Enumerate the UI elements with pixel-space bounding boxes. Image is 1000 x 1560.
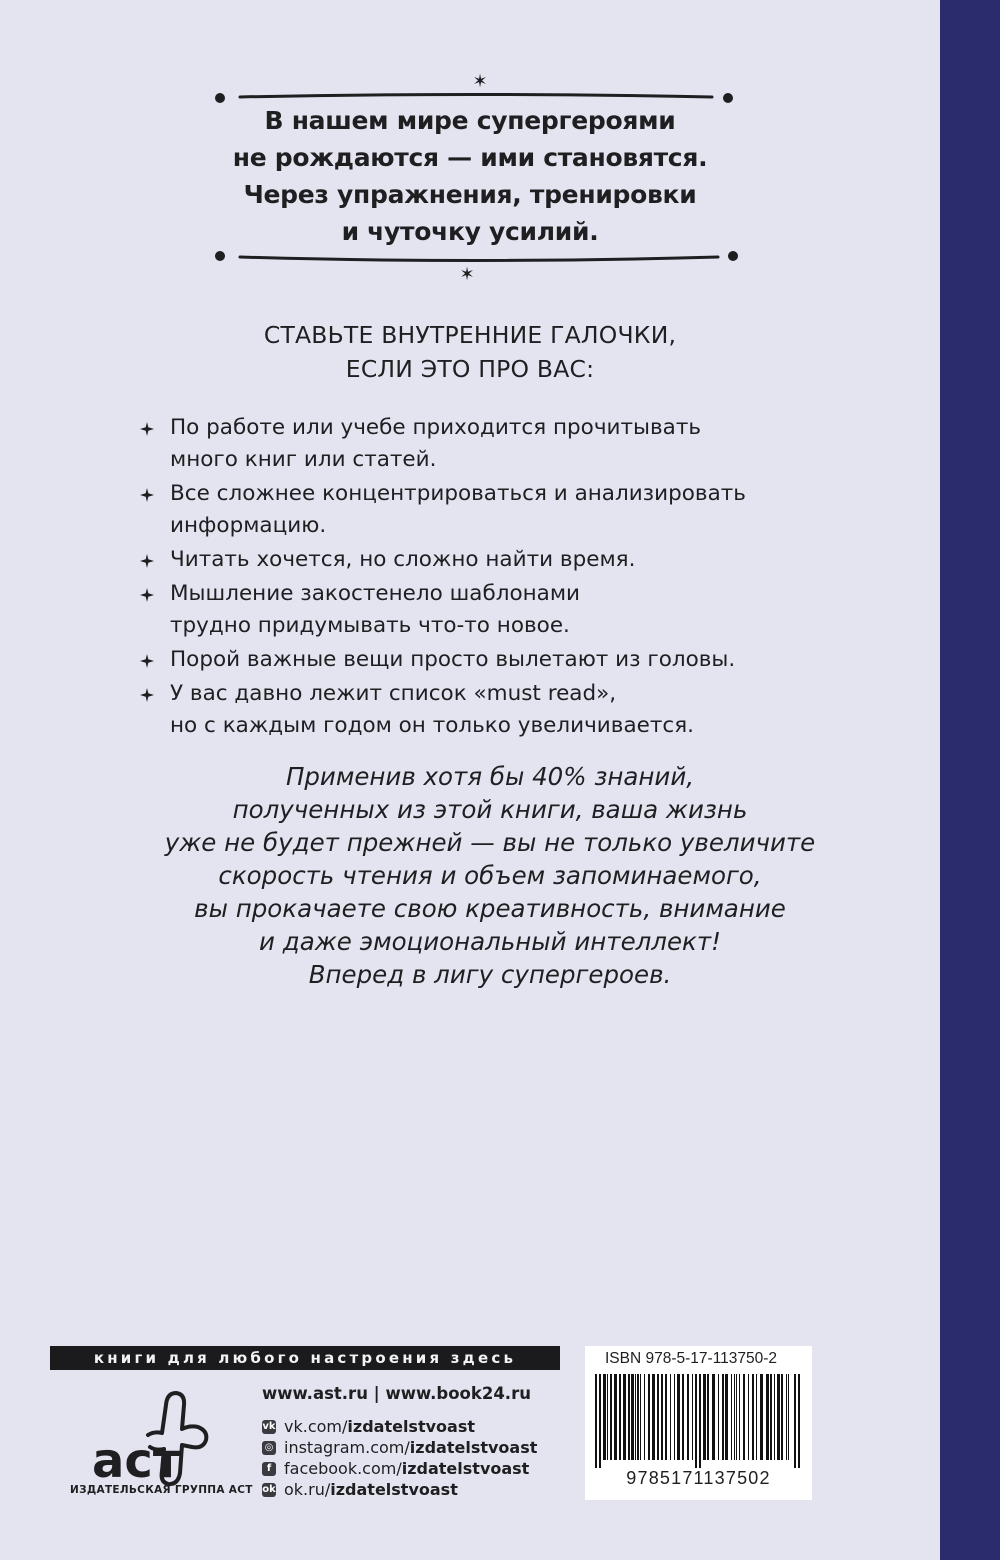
isbn-barcode-panel [585,1346,812,1500]
barcode-bar [648,1374,650,1460]
barcode-bar [670,1374,671,1460]
checklist-heading-line: СТАВЬТЕ ВНУТРЕННИЕ ГАЛОЧКИ, [263,321,677,349]
checklist [140,412,760,744]
svg-text:✶: ✶ [459,264,475,282]
closing-line: скорость чтения и объем запоминаемого, [218,861,762,890]
barcode-bar [637,1374,639,1460]
barcode-bar [607,1374,608,1460]
barcode-bar [712,1374,715,1460]
closing-line: Вперед в лигу супергероев. [308,960,672,989]
checklist-heading [200,318,740,386]
barcode-bar [652,1374,655,1460]
social-link-prefix: ok.ru/ [284,1480,331,1499]
barcode-bar [674,1374,675,1460]
barcode-bar [635,1374,636,1460]
social-link-facebook[interactable] [262,1458,537,1479]
barcode-bar [644,1374,645,1460]
closing-line: Применив хотя бы 40% знаний, [285,762,695,791]
barcode-bar [756,1374,757,1460]
list-item [140,478,760,542]
barcode-bar [718,1374,719,1460]
barcode-bar [707,1374,709,1460]
barcode-bar [788,1374,789,1460]
social-link-handle: izdatelstvoast [330,1480,458,1499]
publisher-websites[interactable]: www.ast.ru | www.book24.ru [262,1384,531,1403]
barcode-bar [661,1374,663,1460]
star-bullet-icon [140,554,154,568]
facebook-icon: f [262,1462,276,1476]
list-item-text: информацию. [170,513,327,538]
barcode-bar [687,1374,689,1460]
star-bullet-icon [140,422,154,436]
odnoklassniki-icon: ok [262,1483,276,1495]
svg-text:✶: ✶ [472,72,488,92]
barcode-bar [623,1374,626,1460]
barcode-bar [610,1374,612,1460]
barcode-bar [734,1374,735,1460]
list-item-text: трудно придумывать что-то новое. [170,613,570,638]
barcode-bar [692,1374,693,1460]
list-item [140,544,760,576]
barcode-bar [748,1374,749,1460]
social-link-handle: izdatelstvoast [409,1438,538,1457]
closing-line: полученных из этой книги, ваша жизнь [232,795,748,824]
list-item-text: но с каждым годом он только увеличивается. [170,713,694,738]
barcode-bar [677,1374,680,1460]
barcode-bar [725,1374,728,1460]
isbn-label: ISBN 978-5-17-113750-2 [605,1350,778,1367]
tagline-banner: книги для любого настроения здесь [50,1346,560,1370]
barcode-bar [695,1374,697,1468]
motto-line: и чуточку усилий. [341,217,599,246]
list-item-text: Читать хочется, но сложно найти время. [170,547,636,572]
logo-text: аст [92,1433,181,1489]
closing-line: вы прокачаете свою креативность, внимание [194,894,786,923]
social-link-prefix: facebook.com/ [284,1459,402,1478]
barcode-bar [682,1374,684,1460]
social-link-prefix: instagram.com/ [284,1438,410,1457]
social-link-handle: izdatelstvoast [401,1459,530,1478]
barcode-bar [703,1374,706,1460]
list-item [140,644,760,676]
barcode-image [593,1374,804,1468]
social-links [262,1416,537,1500]
barcode-bar [665,1374,667,1460]
motto-block [180,102,760,250]
barcode-bar [786,1374,787,1460]
barcode-bar [631,1374,634,1460]
list-item [140,678,760,742]
barcode-bar [781,1374,783,1460]
motto-line: не рождаются — ими становятся. [232,143,708,172]
social-link-odnoklassniki[interactable] [262,1479,537,1500]
closing-line: и даже эмоциональный интеллект! [259,927,721,956]
barcode-bar [731,1374,732,1460]
list-item-text: Порой важные вещи просто вылетают из головы. [170,647,736,672]
book-spine-edge [940,0,1000,1560]
list-item-text: Мышление закостенело шаблонами [170,581,581,606]
barcode-bar [774,1374,775,1460]
star-bullet-icon [140,688,154,702]
barcode-bar [739,1374,740,1460]
barcode-bar [770,1374,772,1460]
list-item-text: много книг или статей. [170,447,437,472]
motto-line: Через упражнения, тренировки [243,180,697,209]
barcode-bar [614,1374,617,1460]
barcode-bar [595,1374,597,1468]
barcode-bar [766,1374,769,1460]
barcode-digits: 9785171137502 [626,1468,771,1488]
instagram-icon: ◎ [262,1441,276,1455]
list-item-text: По работе или учебе приходится прочитывать [170,415,702,440]
checklist-heading-line: ЕСЛИ ЭТО ПРО ВАС: [345,355,595,383]
vk-icon: vk [262,1420,276,1432]
social-link-handle: izdatelstvoast [347,1417,475,1436]
barcode-bar [657,1374,659,1460]
social-link-instagram[interactable] [262,1437,537,1458]
barcode-bar [599,1374,601,1468]
star-bullet-icon [140,488,154,502]
barcode-bar [699,1374,701,1468]
ornament-bottom [0,242,940,282]
barcode-bar [794,1374,796,1468]
ast-logo [70,1385,250,1495]
star-bullet-icon [140,588,154,602]
barcode-bar [603,1374,606,1460]
barcode-bar [628,1374,630,1460]
closing-paragraph [130,760,850,991]
motto-line: В нашем мире супергероями [264,106,676,135]
list-item-text: Все сложнее концентрироваться и анализировать [170,481,746,506]
social-link-vk[interactable] [262,1416,537,1437]
list-item [140,412,760,476]
barcode-bar [722,1374,724,1460]
barcode-bar [752,1374,754,1460]
barcode-bar [736,1374,737,1460]
barcode-bar [760,1374,763,1460]
closing-line: уже не будет прежней — вы не только увеличите [164,828,816,857]
barcode-bar [619,1374,621,1460]
star-bullet-icon [140,654,154,668]
social-link-prefix: vk.com/ [284,1417,348,1436]
barcode-bar [777,1374,780,1460]
publisher-name: ИЗДАТЕЛЬСКАЯ ГРУППА АСТ [70,1484,253,1496]
barcode-bar [743,1374,745,1460]
barcode-bar [798,1374,800,1468]
barcode-bar [640,1374,641,1460]
list-item-text: У вас давно лежит список «must read», [170,681,617,706]
list-item [140,578,760,642]
